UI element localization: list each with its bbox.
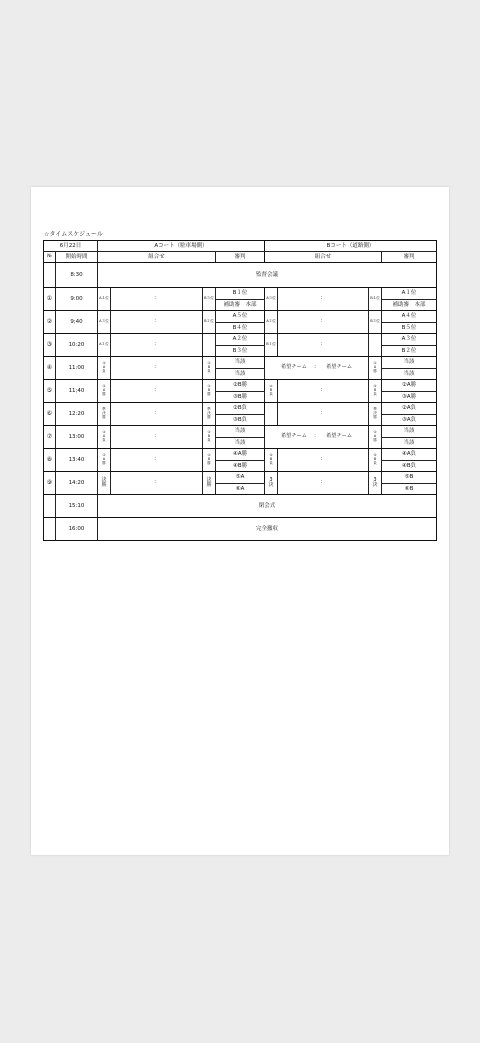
court-b-right-team-char: B: [373, 457, 377, 462]
hope-team-left: 希望チーム: [280, 364, 307, 371]
court-b-hope-match: [265, 357, 369, 380]
court-a-referee-2: B４位: [216, 322, 265, 334]
court-b-left-team: B１位: [265, 334, 278, 357]
court-a-right-team-char: B: [207, 457, 211, 462]
court-a-right-team: B５位: [203, 288, 216, 311]
court-a-referee-1: ②B負: [216, 403, 265, 415]
match-row: [44, 403, 437, 415]
hope-vs-colon: ：: [313, 364, 320, 371]
court-b-right-team-char: 勝: [373, 414, 377, 419]
court-a-right-team-char: 準: [207, 407, 211, 412]
court-a-left-team: [98, 426, 111, 449]
court-a-right-team-char: 勝: [207, 391, 211, 396]
court-a-right-team: [203, 449, 216, 472]
court-a-vs-colon: ：: [111, 403, 203, 426]
court-b-right-team-char: ①: [373, 430, 377, 435]
court-b-vs-colon: ：: [278, 288, 369, 311]
match-time: 11:00: [56, 357, 98, 380]
court-a-right-team: [203, 334, 216, 357]
court-b-referee-2: 当該: [382, 368, 437, 380]
court-b-vs-colon: ：: [278, 472, 369, 495]
schedule-caption: ☆タイムスケジュール: [44, 231, 103, 238]
court-a-left-team: [98, 380, 111, 403]
court-a-right-team-char: ①: [207, 361, 211, 366]
court-a-left-team-char: 勝: [102, 391, 106, 396]
court-b-left-team: [265, 403, 278, 426]
court-a-left-team: A３位: [98, 311, 111, 334]
court-b-vs-colon: ：: [278, 334, 369, 357]
court-a-left-team-char: A: [102, 434, 106, 439]
court-a-left-team-char: A: [102, 388, 106, 393]
match-row: [44, 426, 437, 438]
court-b-referee-1: A１位: [382, 288, 437, 300]
court-a-vs-colon: ：: [111, 357, 203, 380]
court-b-hope-match: [265, 426, 369, 449]
court-a-right-team-char: B: [207, 388, 211, 393]
court-b-left-team-char: B: [269, 457, 273, 462]
court-a-left-team-char: A: [102, 365, 106, 370]
court-a-left-team-char: ①: [102, 453, 106, 458]
closing-ceremony-row-no: [44, 495, 56, 518]
court-b-left-team-char: 負: [269, 391, 273, 396]
court-b-referee-header: 審判: [382, 252, 437, 263]
court-b-right-team: [369, 380, 382, 403]
court-b-right-team-char: B: [373, 388, 377, 393]
court-b-referee-2: ⑥B: [382, 483, 437, 495]
hope-team-right: 希望チーム: [326, 433, 353, 440]
court-b-left-team: [265, 472, 278, 495]
court-a-left-team-char: 勝: [102, 460, 106, 465]
court-a-left-team-char: 勝: [101, 482, 107, 488]
court-b-right-team-char: 準: [373, 407, 377, 412]
court-a-vs-colon: ：: [111, 426, 203, 449]
court-a-left-team: A１位: [98, 334, 111, 357]
court-b-referee-2: ④B負: [382, 460, 437, 472]
court-a-vs-colon: ：: [111, 472, 203, 495]
court-a-vs-colon: ：: [111, 288, 203, 311]
closing-ceremony-row-time: 15:10: [56, 495, 98, 518]
court-b-header: Bコート（道路側）: [265, 241, 437, 252]
time-schedule-table: [43, 240, 437, 541]
court-a-referee-2: 補助審 本部: [216, 299, 265, 311]
match-row: [44, 472, 437, 484]
court-a-left-team-char: ①: [102, 361, 106, 366]
court-a-right-team: [203, 380, 216, 403]
match-no: ①: [44, 288, 56, 311]
court-a-right-team-char: 勝: [207, 460, 211, 465]
court-b-right-team: [369, 357, 382, 380]
court-b-referee-1: ②A負: [382, 403, 437, 415]
header-row-1: [44, 241, 437, 252]
court-b-right-team: [369, 334, 382, 357]
court-a-referee-1: A２位: [216, 334, 265, 346]
match-time: 14:20: [56, 472, 98, 495]
court-a-right-team-char: B: [207, 365, 211, 370]
match-time: 9;40: [56, 311, 98, 334]
court-b-right-team-char: ③: [373, 384, 377, 389]
court-b-left-team: [265, 380, 278, 403]
match-time: 13:40: [56, 449, 98, 472]
court-b-referee-1: ④A負: [382, 449, 437, 461]
meeting-no: [44, 263, 56, 288]
match-no: ③: [44, 334, 56, 357]
complete-withdrawal-row-no: [44, 518, 56, 541]
court-a-referee-1: ④A勝: [216, 449, 265, 461]
match-row: [44, 288, 437, 300]
court-b-vs-colon: ：: [278, 380, 369, 403]
match-row: [44, 380, 437, 392]
court-a-referee-1: B１位: [216, 288, 265, 300]
court-b-referee-2: ③A勝: [382, 391, 437, 403]
court-b-referee-2: B２位: [382, 345, 437, 357]
court-a-right-team-char: 負: [207, 437, 211, 442]
court-b-referee-2: 当該: [382, 437, 437, 449]
court-a-right-team: B２位: [203, 311, 216, 334]
court-a-left-team-char: 決: [101, 476, 107, 483]
court-a-header: Aコート（駐車場側）: [98, 241, 265, 252]
court-b-left-team-char: 3: [269, 476, 273, 483]
court-a-left-team-char: ①: [102, 384, 106, 389]
court-a-left-team: A４位: [98, 288, 111, 311]
court-b-referee-1: ②A勝: [382, 380, 437, 392]
court-a-right-team: [203, 472, 216, 495]
match-no: ⑤: [44, 380, 56, 403]
meeting-row: [44, 263, 437, 288]
court-a-left-team: [98, 449, 111, 472]
court-b-referee-2: ③A負: [382, 414, 437, 426]
court-b-referee-2: B５位: [382, 322, 437, 334]
court-a-left-team: [98, 357, 111, 380]
court-b-right-team: [369, 472, 382, 495]
header-row-2: [44, 252, 437, 263]
court-b-left-team-char: 決: [268, 482, 274, 488]
match-row: [44, 311, 437, 323]
court-b-right-team-char: ③: [373, 453, 377, 458]
court-b-left-team: A２位: [265, 311, 278, 334]
court-a-vs-colon: ：: [111, 334, 203, 357]
court-b-right-team-char: 決: [373, 411, 377, 416]
court-a-right-team-char: ①: [207, 430, 211, 435]
court-b-left-team: [265, 449, 278, 472]
match-time: 13:00: [56, 426, 98, 449]
court-a-vs-colon: ：: [111, 380, 203, 403]
court-a-referee-header: 審判: [216, 252, 265, 263]
court-a-right-team-char: 勝: [206, 482, 212, 488]
court-b-right-team-char: 負: [373, 391, 377, 396]
court-a-left-team-char: A: [102, 457, 106, 462]
match-row: [44, 449, 437, 461]
court-a-left-team-char: ①: [102, 430, 106, 435]
no-header: №: [44, 252, 56, 263]
court-b-referee-1: A４位: [382, 311, 437, 323]
court-a-left-team: [98, 403, 111, 426]
start-time-header: 開始時間: [56, 252, 98, 263]
court-b-right-team-char: 勝: [373, 437, 377, 442]
court-b-right-team-char: 勝: [373, 368, 377, 373]
court-a-referee-2: ⑥A: [216, 483, 265, 495]
match-time: 10:20: [56, 334, 98, 357]
court-a-left-team-char: 負: [102, 368, 106, 373]
court-a-left-team-char: 決: [102, 411, 106, 416]
court-b-left-team-char: ②: [269, 384, 273, 389]
court-a-right-team-char: 決: [207, 411, 211, 416]
closing-ceremony-row-label: 閉会式: [98, 495, 437, 518]
match-no: ⑥: [44, 403, 56, 426]
court-b-left-team-char: 負: [269, 460, 273, 465]
court-a-referee-2: 当該: [216, 437, 265, 449]
court-a-matchup-header: 組合せ: [98, 252, 216, 263]
court-a-right-team-char: 決: [206, 476, 212, 483]
court-b-right-team-char: ①: [373, 361, 377, 366]
court-a-right-team: [203, 357, 216, 380]
hope-vs-colon: ：: [313, 433, 320, 440]
hope-team-left: 希望チーム: [280, 433, 307, 440]
court-b-right-team: [369, 426, 382, 449]
court-b-right-team-char: 3: [373, 476, 377, 483]
match-no: ⑨: [44, 472, 56, 495]
match-row: [44, 357, 437, 369]
court-a-right-team: [203, 426, 216, 449]
court-b-vs-colon: ：: [278, 403, 369, 426]
date-cell: 6月22日: [44, 241, 98, 252]
complete-withdrawal-row: [44, 518, 437, 541]
hope-team-right: 希望チーム: [326, 364, 353, 371]
court-a-left-team: [98, 472, 111, 495]
match-time: 12:20: [56, 403, 98, 426]
court-b-right-team: B３位: [369, 311, 382, 334]
court-b-left-team-char: B: [269, 388, 273, 393]
court-b-right-team: [369, 449, 382, 472]
court-b-right-team-char: 負: [373, 460, 377, 465]
match-no: ④: [44, 357, 56, 380]
court-a-right-team-char: 勝: [207, 414, 211, 419]
court-b-matchup-header: 組合せ: [265, 252, 382, 263]
court-a-right-team-char: ①: [207, 453, 211, 458]
court-b-right-team-char: A: [373, 365, 377, 370]
court-b-referee-2: 補助審 本部: [382, 299, 437, 311]
match-no: ⑧: [44, 449, 56, 472]
match-no: ⑦: [44, 426, 56, 449]
court-a-referee-2: ④B勝: [216, 460, 265, 472]
meeting-label: 監督会議: [98, 263, 437, 288]
court-b-right-team: B４位: [369, 288, 382, 311]
match-no: ②: [44, 311, 56, 334]
court-b-vs-colon: ：: [278, 311, 369, 334]
court-a-referee-2: ③B負: [216, 414, 265, 426]
court-a-right-team: [203, 403, 216, 426]
court-a-referee-1: ②B勝: [216, 380, 265, 392]
complete-withdrawal-row-label: 完全撤収: [98, 518, 437, 541]
complete-withdrawal-row-time: 16:00: [56, 518, 98, 541]
court-a-referee-2: ③B勝: [216, 391, 265, 403]
match-time: 9:00: [56, 288, 98, 311]
court-b-referee-1: ⑤B: [382, 472, 437, 484]
court-a-right-team-char: 負: [207, 368, 211, 373]
match-time: 11;40: [56, 380, 98, 403]
court-a-referee-1: A５位: [216, 311, 265, 323]
court-a-left-team-char: 勝: [102, 414, 106, 419]
court-a-left-team-char: 準: [102, 407, 106, 412]
closing-ceremony-row: [44, 495, 437, 518]
court-b-right-team-char: A: [373, 434, 377, 439]
court-a-referee-1: ⑤A: [216, 472, 265, 484]
court-a-referee-2: 当該: [216, 368, 265, 380]
court-a-referee-2: B３位: [216, 345, 265, 357]
meeting-time: 8:30: [56, 263, 98, 288]
court-b-right-team-char: 決: [372, 482, 378, 488]
court-b-right-team: [369, 403, 382, 426]
court-b-referee-1: 当該: [382, 357, 437, 369]
court-a-left-team-char: 負: [102, 437, 106, 442]
court-a-right-team-char: B: [207, 434, 211, 439]
court-a-vs-colon: ：: [111, 311, 203, 334]
court-a-referee-1: 当該: [216, 426, 265, 438]
court-a-vs-colon: ：: [111, 449, 203, 472]
match-row: [44, 334, 437, 346]
court-b-referee-1: A３位: [382, 334, 437, 346]
court-a-referee-1: 当該: [216, 357, 265, 369]
court-a-right-team-char: ①: [207, 384, 211, 389]
court-b-referee-1: 当該: [382, 426, 437, 438]
court-b-left-team-char: ③: [269, 453, 273, 458]
court-b-vs-colon: ：: [278, 449, 369, 472]
court-b-left-team: A５位: [265, 288, 278, 311]
